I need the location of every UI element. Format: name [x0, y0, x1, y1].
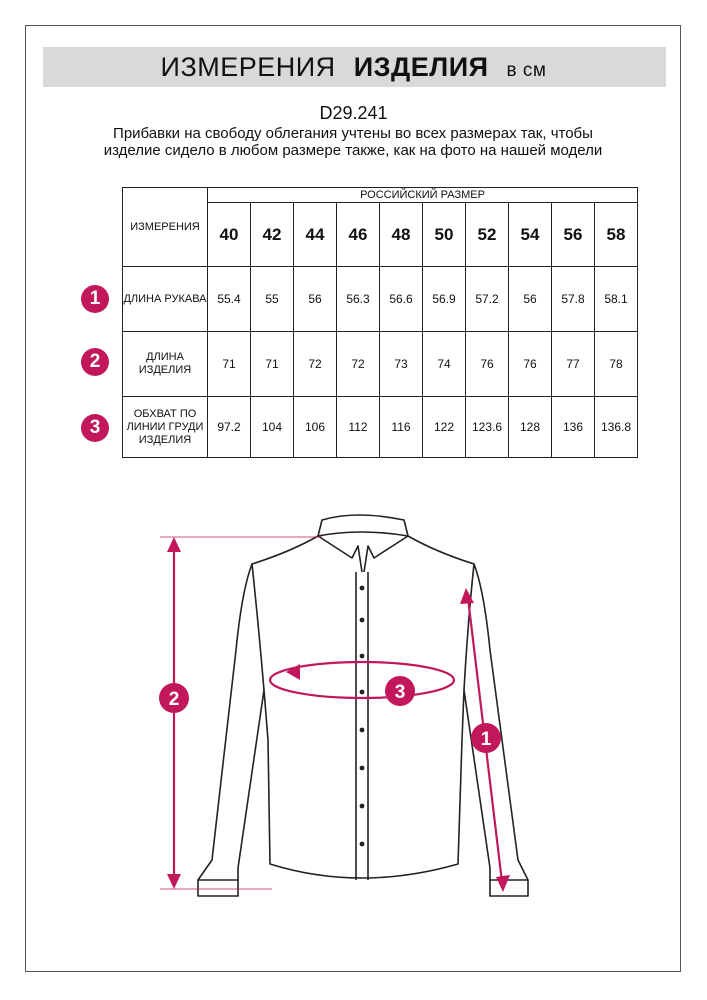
- measurement-value: 56.6: [380, 267, 423, 332]
- fit-note: Прибавки на свободу облегания учтены во всех размерах так, чтобы изделие сидело в любом размере также, как на фото на нашей модели: [103, 125, 603, 159]
- size-header-cell: 42: [251, 203, 294, 267]
- diagram-marker-2: 2: [168, 689, 180, 710]
- diagram-marker-1: 1: [480, 729, 492, 750]
- measurement-value: 57.2: [466, 267, 509, 332]
- measurement-value: 58.1: [595, 267, 638, 332]
- measurement-value: 76: [509, 332, 552, 397]
- marker-2-badge: 2: [81, 348, 109, 376]
- measurement-value: 78: [595, 332, 638, 397]
- measurement-value: 56.3: [337, 267, 380, 332]
- size-header-cell: 56: [552, 203, 595, 267]
- measurement-value: 104: [251, 397, 294, 458]
- size-header-cell: 52: [466, 203, 509, 267]
- marker-1-badge: 1: [81, 285, 109, 313]
- product-code: D29.241: [319, 103, 388, 123]
- measurement-value: 72: [294, 332, 337, 397]
- measurement-value: 123.6: [466, 397, 509, 458]
- measurement-value: 136: [552, 397, 595, 458]
- measurement-value: 76: [466, 332, 509, 397]
- measurement-value: 97.2: [208, 397, 251, 458]
- marker-3-badge: 3: [81, 414, 109, 442]
- measurements-header: ИЗМЕРЕНИЯ: [123, 188, 208, 267]
- size-group-header: РОССИЙСКИЙ РАЗМЕР: [208, 188, 638, 203]
- measurement-label: ДЛИНА ИЗДЕЛИЯ: [123, 332, 208, 397]
- measurement-label: ОБХВАТ ПО ЛИНИИ ГРУДИ ИЗДЕЛИЯ: [123, 397, 208, 458]
- measurement-value: 55: [251, 267, 294, 332]
- diagram-markers: [159, 676, 501, 753]
- measurement-value: 71: [208, 332, 251, 397]
- measurement-value: 71: [251, 332, 294, 397]
- title-unit: в см: [506, 60, 547, 81]
- size-header-cell: 44: [294, 203, 337, 267]
- diagram-marker-3: 3: [394, 682, 406, 703]
- measurement-value: 112: [337, 397, 380, 458]
- size-header-cell: 40: [208, 203, 251, 267]
- title-part2: ИЗДЕЛИЯ: [353, 52, 489, 82]
- measurement-value: 106: [294, 397, 337, 458]
- title-part1: ИЗМЕРЕНИЯ: [160, 52, 336, 82]
- measurement-value: 73: [380, 332, 423, 397]
- measurement-value: 57.8: [552, 267, 595, 332]
- guide-lines: [160, 537, 322, 889]
- measurement-value: 74: [423, 332, 466, 397]
- measurement-value: 55.4: [208, 267, 251, 332]
- shirt-outline: [198, 515, 528, 896]
- measurement-value: 56: [294, 267, 337, 332]
- size-header-cell: 46: [337, 203, 380, 267]
- measurement-label: ДЛИНА РУКАВА: [123, 267, 208, 332]
- measurement-value: 136.8: [595, 397, 638, 458]
- measurement-value: 128: [509, 397, 552, 458]
- shirt-buttons: [360, 586, 365, 847]
- measurement-value: 77: [552, 332, 595, 397]
- measurement-value: 56: [509, 267, 552, 332]
- size-header-cell: 58: [595, 203, 638, 267]
- measurement-value: 56.9: [423, 267, 466, 332]
- measurement-value: 122: [423, 397, 466, 458]
- measurement-value: 116: [380, 397, 423, 458]
- size-header-cell: 48: [380, 203, 423, 267]
- size-header-cell: 50: [423, 203, 466, 267]
- size-header-cell: 54: [509, 203, 552, 267]
- measurement-value: 72: [337, 332, 380, 397]
